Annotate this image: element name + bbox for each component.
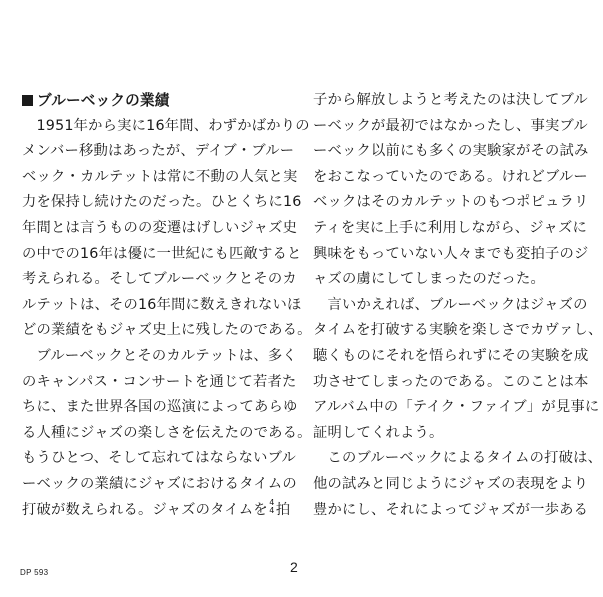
text-fragment: 打破が数えられる。ジャズのタイムを <box>22 501 268 518</box>
text-line: もうひとつ、そして忘れてはならないブル <box>22 450 297 467</box>
text-line: ベック・カルテットは常に不動の人気と実 <box>22 168 298 185</box>
text-line: 子から解放しようと考えたのは決してブル <box>313 92 588 108</box>
catalog-code: DP 593 <box>20 568 49 577</box>
right-column <box>313 88 603 523</box>
text-line: をおこなっていたのである。けれどブルー <box>313 168 588 185</box>
square-bullet-icon <box>22 95 33 106</box>
text-line: メンバー移動はあったが、デイブ・ブルー <box>22 143 295 160</box>
text-line: 豊かにし、それによってジャズが一歩ある <box>313 501 589 518</box>
text-line: アルバム中の「テイク・ファイブ」が見事に <box>313 399 600 416</box>
text-line: ティを実に上手に利用しながら、ジャズに <box>313 219 588 236</box>
text-line-with-fraction <box>22 497 291 524</box>
text-line: ーベックが最初ではなかったし、事実ブル <box>313 117 588 134</box>
text-line: 考えられる。そしてブルーベックとそのカ <box>22 271 297 288</box>
text-fragment: 拍 <box>275 501 291 518</box>
text-line: 言いかえれば、ブルーベックはジャズの <box>313 296 588 313</box>
text-line: ベックはそのカルテットのもつポピュラリ <box>313 194 589 211</box>
text-line: 興味をもっていない人々までも変拍子のジ <box>313 245 589 262</box>
left-column <box>22 88 312 523</box>
text-line: ブルーベックとそのカルテットは、多く <box>22 347 297 364</box>
section-heading-text: ブルーベックの業績 <box>37 92 170 109</box>
text-line: ャズの虜にしてしまったのだった。 <box>313 271 545 288</box>
text-line: どの業績をもジャズ史上に残したのである。 <box>22 322 312 339</box>
text-line: 証明してくれよう。 <box>313 424 444 441</box>
time-signature-fraction <box>268 499 276 515</box>
text-line: ーベックの業績にジャズにおけるタイムの <box>22 475 297 492</box>
fraction-numerator: 4 <box>269 497 275 507</box>
text-line: 力を保持し続けたのだった。ひとくちに16 <box>22 194 302 211</box>
text-line: 功させてしまったのである。このことは本 <box>313 373 589 390</box>
text-line: 年間とは言うものの変遷はげしいジャズ史 <box>22 219 298 236</box>
text-line: る人種にジャズの楽しさを伝えたのである。 <box>22 424 312 441</box>
text-line: ちに、また世界各国の巡演によってあらゆ <box>22 399 298 416</box>
page-number: 2 <box>290 559 298 575</box>
text-line: のキャンパス・コンサートを通じて若者た <box>22 373 297 390</box>
section-heading <box>22 88 284 114</box>
text-line: タイムを打破する実験を楽しさでカヴァし、 <box>313 322 603 339</box>
fraction-denominator: 4 <box>269 505 275 515</box>
text-line: ーベック以前にも多くの実験家がその試み <box>313 143 589 160</box>
text-line: 聴くものにそれを悟られずにその実験を成 <box>313 347 589 364</box>
text-line: 1951年から実に16年間、わずかばかりの <box>22 117 310 134</box>
text-line: このブルーベックによるタイムの打破は、 <box>313 450 603 467</box>
text-line: ルテットは、その16年間に数えきれないほ <box>22 296 302 313</box>
text-line: の中での16年は優に一世紀にも匹敵すると <box>22 245 302 262</box>
text-line: 他の試みと同じようにジャズの表現をより <box>313 475 589 492</box>
